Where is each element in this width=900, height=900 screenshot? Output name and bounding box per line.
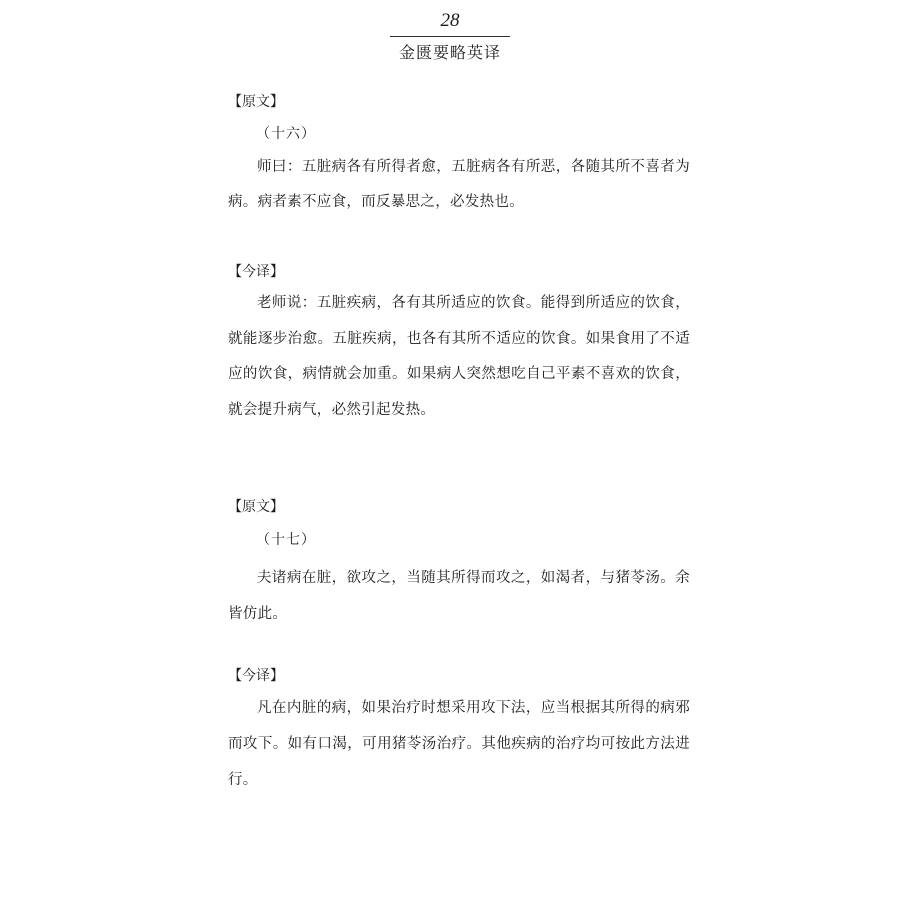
book-title: 金匮要略英译 [398, 43, 501, 62]
original-text-16: 师曰：五脏病各有所得者愈，五脏病各有所恶，各随其所不喜者为病。病者素不应食，而反暴思之，必发热也。 [228, 159, 690, 210]
entry-number-17: （十七） [256, 532, 316, 548]
header-rule [390, 36, 510, 37]
section-heading-translation-16: 【今译】 [228, 264, 284, 280]
entry-number-16: （十六） [256, 126, 316, 142]
section-heading-original-16: 【原文】 [228, 94, 284, 110]
original-text-17: 夫诸病在脏，欲攻之，当随其所得而攻之，如渴者，与猪苓汤。余皆仿此。 [228, 570, 690, 622]
running-head [0, 8, 900, 65]
section-heading-original-17: 【原文】 [228, 499, 284, 515]
page-number: 28 [440, 10, 460, 31]
section-heading-translation-17: 【今译】 [228, 668, 284, 684]
translation-text-17: 凡在内脏的病，如果治疗时想采用攻下法，应当根据其所得的病邪而攻下。如有口渴，可用猪苓汤治疗。其他疾病的治疗均可按此方法进行。 [228, 700, 690, 788]
translation-text-16: 老师说：五脏疾病，各有其所适应的饮食。能得到所适应的饮食，就能逐步治愈。五脏疾病，也各有其所不适应的饮食。如果食用了不适应的饮食，病情就会加重。如果病人突然想吃自己平素不喜欢的饮食，就会提升病气，必然引起发热。 [228, 295, 690, 418]
